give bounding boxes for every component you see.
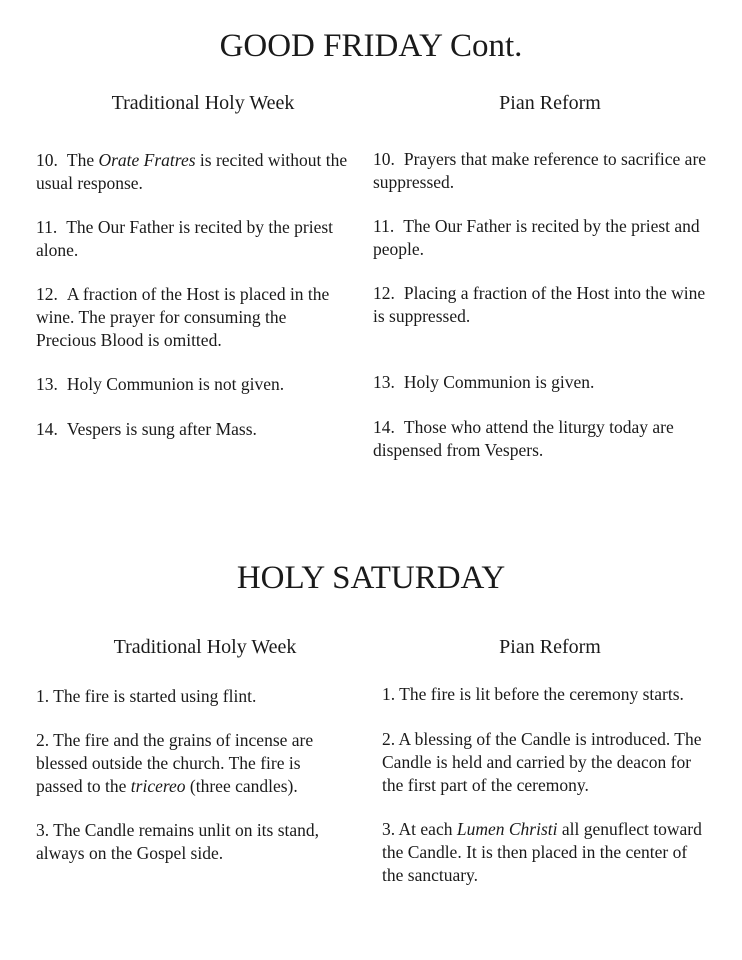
item-number: 14.	[373, 417, 395, 437]
item-text: Vespers is sung after Mass.	[66, 419, 257, 439]
gf-pian-item	[373, 371, 713, 394]
hs-pian-item	[382, 728, 702, 797]
item-number: 11.	[36, 217, 58, 237]
item-italic: tricereo	[130, 776, 186, 796]
item-italic: Lumen Christi	[456, 819, 558, 839]
item-text: 3. The Candle remains unlit on its stand, always on the Gospel side.	[36, 820, 320, 863]
gf-traditional-item	[36, 418, 348, 441]
gf-pian-item	[373, 282, 713, 328]
item-text: 1. The fire is lit before the ceremony starts.	[382, 684, 684, 704]
item-number: 14.	[36, 419, 58, 439]
item-text: Holy Communion is not given.	[66, 374, 285, 394]
item-number: 11.	[373, 216, 395, 236]
gf-pian-item	[373, 148, 713, 194]
item-text: Holy Communion is given.	[403, 372, 595, 392]
hs-traditional-header: Traditional Holy Week	[113, 636, 297, 658]
gf-traditional-item	[36, 216, 348, 262]
item-number: 13.	[36, 374, 58, 394]
item-text: (three candles).	[185, 776, 298, 796]
item-number: 12.	[373, 283, 395, 303]
hs-pian-header: Pian Reform	[499, 636, 601, 658]
item-text: 2. A blessing of the Candle is introduced. The Candle is held and carried by the deacon for the first part of the ceremony.	[382, 729, 702, 795]
item-text: 2. The fire and the grains of incense are blessed outside the church. The fire is passed to the	[36, 730, 314, 796]
item-text: Prayers that make reference to sacrifice are suppressed.	[373, 149, 707, 192]
item-text: A fraction of the Host is placed in the wine. The prayer for consuming the Precious Blood is omitted.	[36, 284, 330, 350]
item-text: Placing a fraction of the Host into the wine is suppressed.	[373, 283, 706, 326]
item-text: 1. The fire is started using flint.	[36, 686, 257, 706]
hs-pian-item	[382, 818, 712, 887]
item-text: Those who attend the liturgy today are dispensed from Vespers.	[373, 417, 674, 460]
item-text: The Our Father is recited by the priest alone.	[36, 217, 334, 260]
item-number: 10.	[373, 149, 395, 169]
gf-traditional-item	[36, 283, 348, 352]
gf-traditional-item	[36, 373, 348, 396]
item-number: 10.	[36, 150, 58, 170]
holy-saturday-title: HOLY SATURDAY	[236, 560, 506, 596]
item-number: 13.	[373, 372, 395, 392]
gf-traditional-header: Traditional Holy Week	[111, 92, 295, 114]
item-italic: Orate Fratres	[98, 150, 196, 170]
item-text: 3. At each	[382, 819, 457, 839]
hs-traditional-item	[36, 685, 348, 708]
hs-traditional-item	[36, 819, 336, 865]
item-text: The Our Father is recited by the priest and people.	[373, 216, 700, 259]
item-text: all genuflect toward the Candle. It is then placed in the center of the sanctuary.	[382, 819, 702, 885]
gf-pian-header: Pian Reform	[499, 92, 601, 114]
hs-traditional-item	[36, 729, 336, 798]
gf-pian-item	[373, 215, 713, 261]
item-text: is recited without the usual response.	[36, 150, 348, 193]
good-friday-title: GOOD FRIDAY Cont.	[219, 28, 523, 64]
item-number: 12.	[36, 284, 58, 304]
gf-pian-item	[373, 416, 713, 462]
gf-traditional-item	[36, 149, 348, 195]
item-text: The	[66, 150, 99, 170]
hs-pian-item	[382, 683, 712, 706]
